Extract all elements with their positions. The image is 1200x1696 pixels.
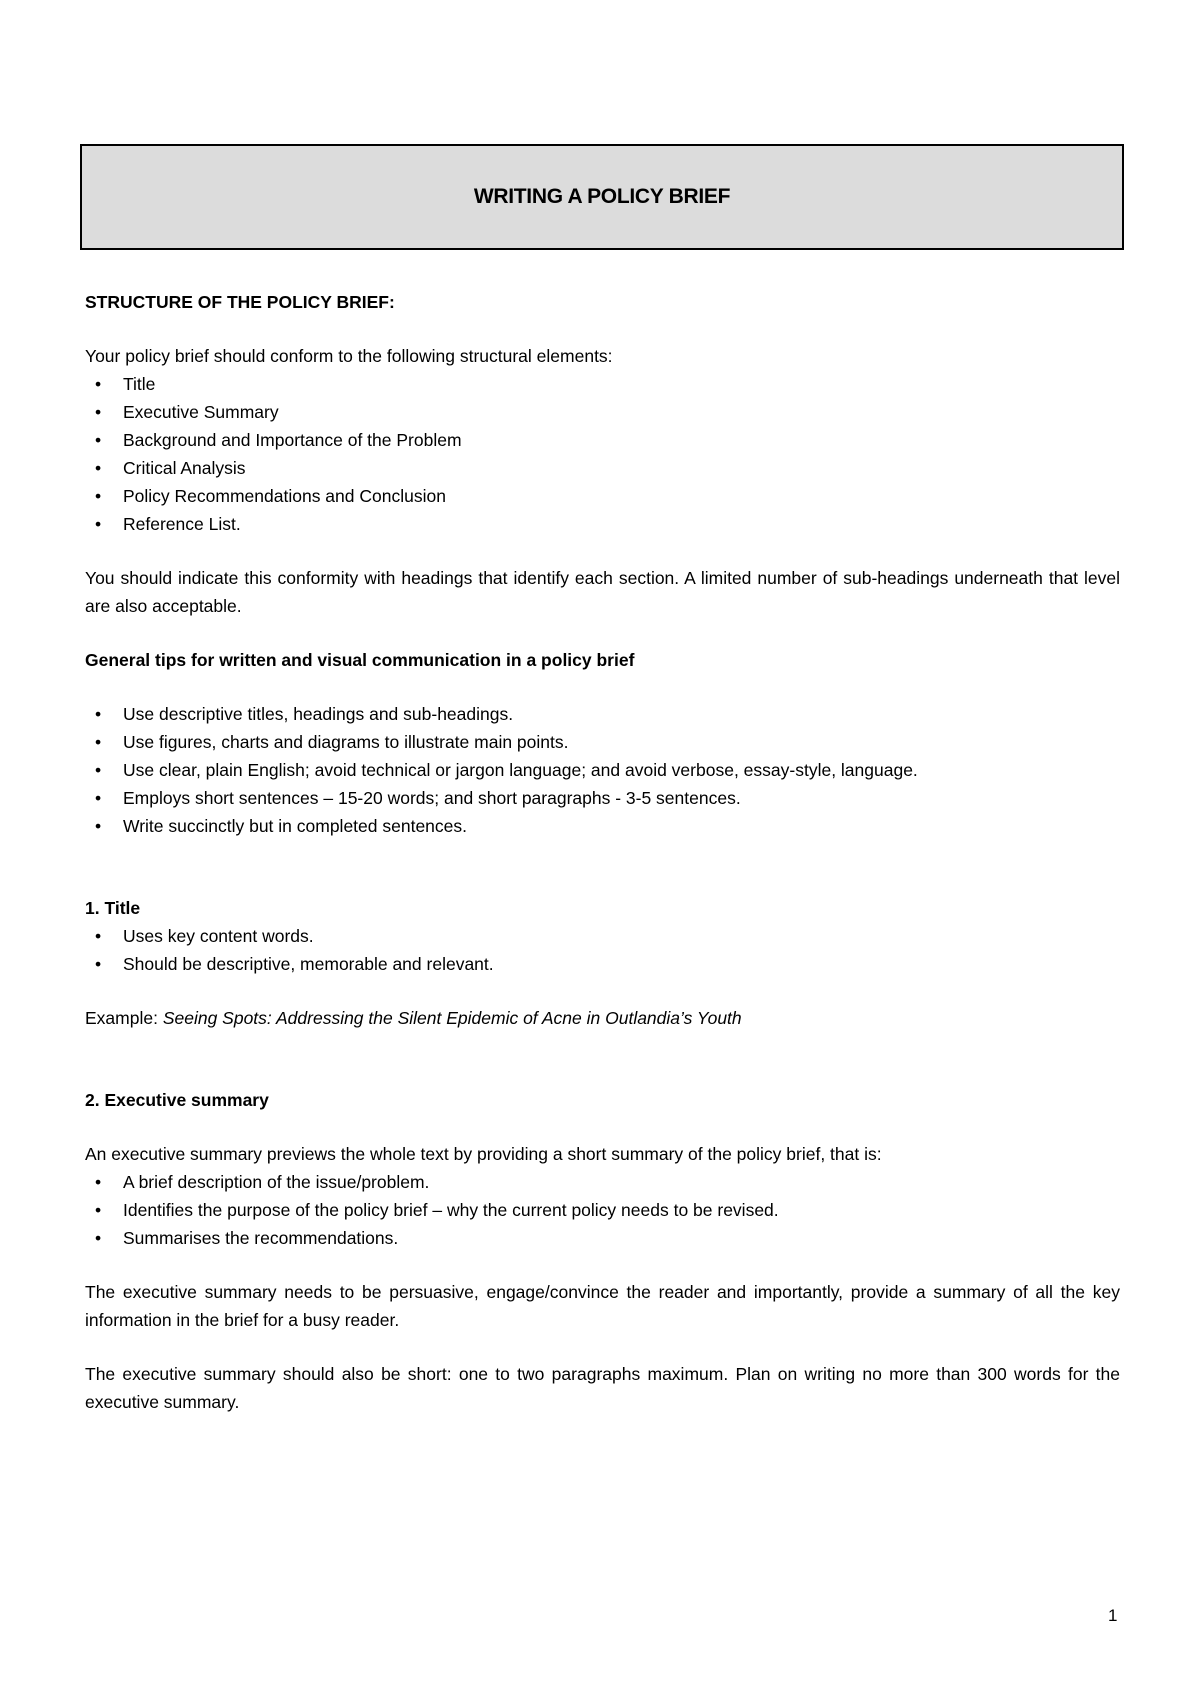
bullet-icon: • [95, 458, 102, 478]
bullet-icon: • [95, 788, 102, 808]
title-example [85, 1004, 1120, 1032]
bullet-icon: • [95, 1200, 102, 1220]
bullet-icon: • [95, 926, 102, 946]
bullet-icon: • [95, 704, 102, 724]
list-item: • Identifies the purpose of the policy brief – why the current policy needs to be revised. [85, 1196, 1120, 1224]
page-number: 1 [1108, 1606, 1118, 1625]
list-item: • Critical Analysis [85, 454, 1120, 482]
list-item: • Uses key content words. [85, 922, 1120, 950]
list-item: • Employs short sentences – 15-20 words; and short paragraphs - 3-5 sentences. [85, 784, 1120, 812]
document-title: WRITING A POLICY BRIEF [473, 185, 731, 208]
title-banner [80, 144, 1124, 250]
list-item: • Summarises the recommendations. [85, 1224, 1120, 1252]
exec-list [85, 1168, 1120, 1252]
bullet-icon: • [95, 954, 102, 974]
bullet-icon: • [95, 486, 102, 506]
exec-paragraph-2: The executive summary should also be short: one to two paragraphs maximum. Plan on writing no more than 300 words for the executive summary. [85, 1364, 1120, 1412]
bullet-icon: • [95, 430, 102, 450]
list-item: • A brief description of the issue/problem. [85, 1168, 1120, 1196]
bullet-icon: • [95, 1228, 102, 1248]
exec-intro: An executive summary previews the whole text by providing a short summary of the policy brief, that is: [85, 1144, 882, 1164]
bullet-icon: • [95, 1172, 102, 1192]
example-label: Example: [85, 1008, 163, 1028]
structure-intro: Your policy brief should conform to the following structural elements: [85, 346, 613, 366]
tips-heading: General tips for written and visual communication in a policy brief [85, 650, 635, 670]
list-item: • Should be descriptive, memorable and relevant. [85, 950, 1120, 978]
example-title: Seeing Spots: Addressing the Silent Epidemic of Acne in Outlandia’s Youth [162, 1008, 742, 1028]
document-body [85, 288, 1120, 1416]
bullet-icon: • [95, 732, 102, 752]
structure-note: You should indicate this conformity with headings that identify each section. A limited number of sub-headings underneath that level are also acceptable. [85, 568, 1120, 616]
structure-list [85, 370, 1120, 538]
bullet-icon: • [95, 760, 102, 780]
section-title-list [85, 922, 1120, 978]
list-item: • Write succinctly but in completed sentences. [85, 812, 1120, 840]
list-item: • Executive Summary [85, 398, 1120, 426]
tips-list [85, 700, 1120, 840]
section-exec-heading: 2. Executive summary [85, 1090, 269, 1110]
bullet-icon: • [95, 374, 102, 394]
list-item: • Use figures, charts and diagrams to illustrate main points. [85, 728, 1120, 756]
list-item: • Title [85, 370, 1120, 398]
list-item: • Policy Recommendations and Conclusion [85, 482, 1120, 510]
list-item: • Background and Importance of the Problem [85, 426, 1120, 454]
structure-heading: STRUCTURE OF THE POLICY BRIEF: [85, 292, 395, 312]
list-item: • Use descriptive titles, headings and sub-headings. [85, 700, 1120, 728]
list-item: • Use clear, plain English; avoid technical or jargon language; and avoid verbose, essay-style, language. [85, 756, 1120, 784]
bullet-icon: • [95, 514, 102, 534]
exec-paragraph-1: The executive summary needs to be persuasive, engage/convince the reader and importantly, provide a summary of all the key information in the brief for a busy reader. [85, 1282, 1120, 1330]
section-title-heading: 1. Title [85, 898, 141, 918]
bullet-icon: • [95, 816, 102, 836]
bullet-icon: • [95, 402, 102, 422]
list-item: • Reference List. [85, 510, 1120, 538]
